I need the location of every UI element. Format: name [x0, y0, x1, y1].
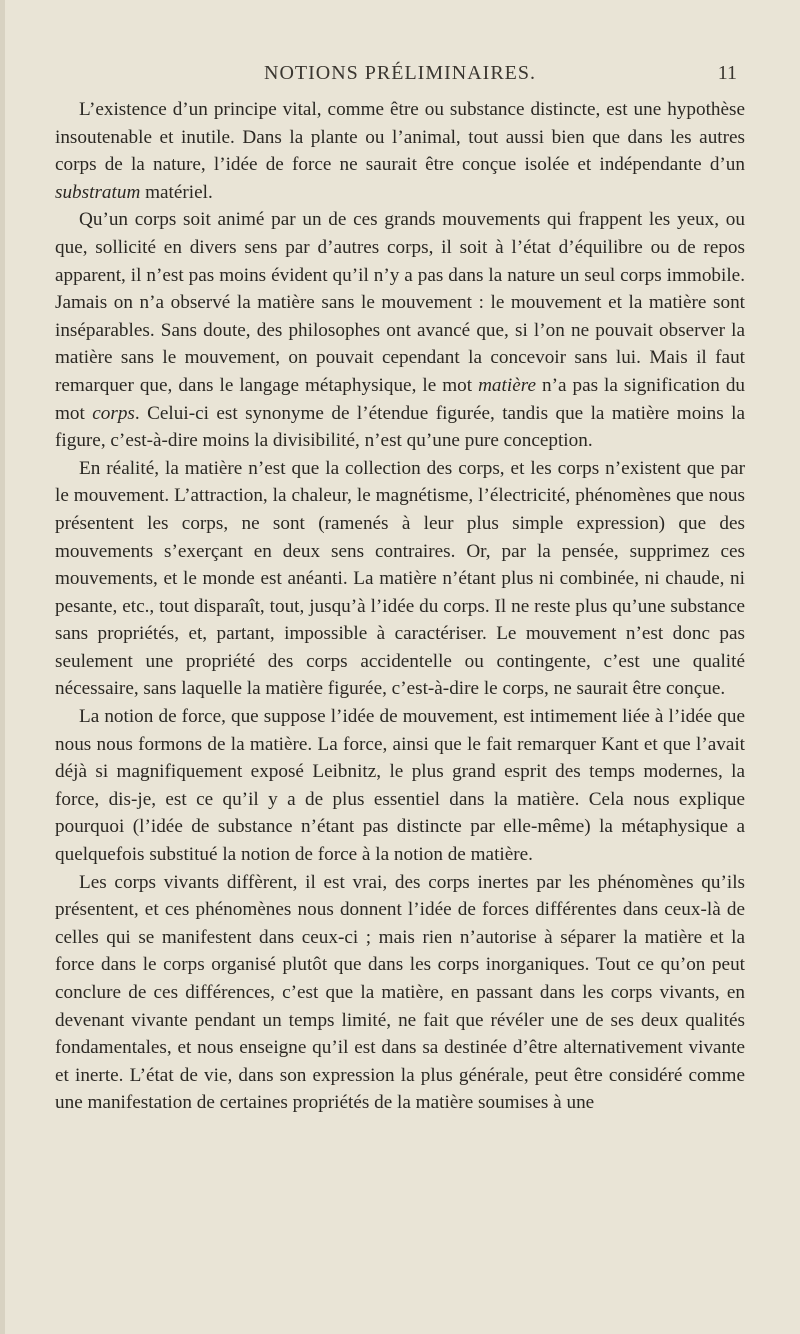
text-run: matériel. — [140, 181, 213, 203]
text-run: . Celui-ci est synonyme de l’étendue figurée, tandis que la matière moins la figure, c’est-à-dire moins la divisibilité, n’est qu’une pure conception. — [55, 402, 745, 452]
text-run: En réalité, la matière n’est que la collection des corps, et les corps n’existent que par le mouvement. L’attraction, la chaleur, le magnétisme, l’électricité, phénomènes que nous présentent les corps, ne sont (ramenés à leur plus simple expression) que des mouvements s’exerçant en deux sens contraires. Or, par la pensée, supprimez ces mouvements, et le monde est anéanti. La matière n’étant plus ni combinée, ni chaude, ni pesante, etc., tout disparaît, tout, jusqu’à l’idée du corps. Il ne reste plus qu’une substance sans propriétés, et, partant, impossible à caractériser. Le mouvement n’est donc pas seulement une propriété des corps accidentelle ou contingente, c’est une qualité nécessaire, sans laquelle la matière figurée, c’est-à-dire le corps, ne saurait être conçue. — [55, 457, 745, 700]
emphasis: matière — [478, 374, 536, 396]
paragraph-4 — [55, 703, 745, 869]
emphasis: substratum — [55, 181, 141, 203]
paragraph-5 — [55, 869, 745, 1117]
text-run: L’existence d’un principe vital, comme être ou substance distincte, est une hypothèse insoutenable et inutile. Dans la plante ou l’animal, tout aussi bien que dans les autres corps de la nature, l’idée de force ne saurait être conçue isolée et indépendante d’un — [55, 99, 745, 176]
text-run: Qu’un corps soit animé par un de ces grands mouvements qui frappent les yeux, ou que, sollicité en divers sens par d’autres corps, il soit à l’état d’équilibre ou de repos apparent, il n’est pas moins évident qu’il n’y a pas dans la nature un seul corps immobile. Jamais on n’a observé la matière sans le mouvement : le mouvement et la matière sont inséparables. Sans doute, des philosophes ont avancé que, si l’on ne pouvait observer la matière sans le mouvement, on pouvait cependant la concevoir sans lui. Mais il faut remarquer que, dans le langage métaphysique, le mot — [55, 209, 745, 396]
paragraph-1 — [55, 96, 745, 206]
text-run: n’a pas la signification du mot — [55, 374, 746, 424]
paragraph-2 — [55, 206, 745, 454]
text-run: Les corps vivants diffèrent, il est vrai, des corps inertes par les phénomènes qu’ils présentent, et ces phénomènes nous donnent l’idée de forces différentes dans ceux-là de celles qui se manifestent dans ceux-ci ; mais rien n’autorise à séparer la matière et la force dans le corps organisé plutôt que dans les corps inorganiques. Tout ce qu’on peut conclure de ces différences, c’est que la matière, en passant dans les corps vivants, en devenant vivante pendant un temps limité, ne fait que révéler une de ses deux qualités fondamentales, et nous enseigne qu’il est dans sa destinée d’être alternativement vivante et inerte. L’état de vie, dans son expression la plus générale, peut être considéré comme une manifestation de certaines propriétés de la matière soumises à une — [55, 871, 745, 1114]
page-header — [55, 62, 745, 90]
body-text — [55, 96, 745, 1117]
text-run: La notion de force, que suppose l’idée de mouvement, est intimement liée à l’idée que nous nous formons de la matière. La force, ainsi que le fait remarquer Kant et que l’avait déjà si magnifiquement exposé Leibnitz, le plus grand esprit des temps modernes, la force, dis-je, est ce qu’il y a de plus essentiel dans la matière. Cela nous explique pourquoi (l’idée de substance n’étant pas distincte par elle-même) la métaphysique a quelquefois substitué la notion de force à la notion de matière. — [55, 706, 745, 866]
page-number: 11 — [717, 62, 737, 84]
paragraph-3 — [55, 455, 745, 703]
running-title: NOTIONS PRÉLIMINAIRES. — [264, 62, 536, 84]
emphasis: corps — [92, 402, 135, 424]
